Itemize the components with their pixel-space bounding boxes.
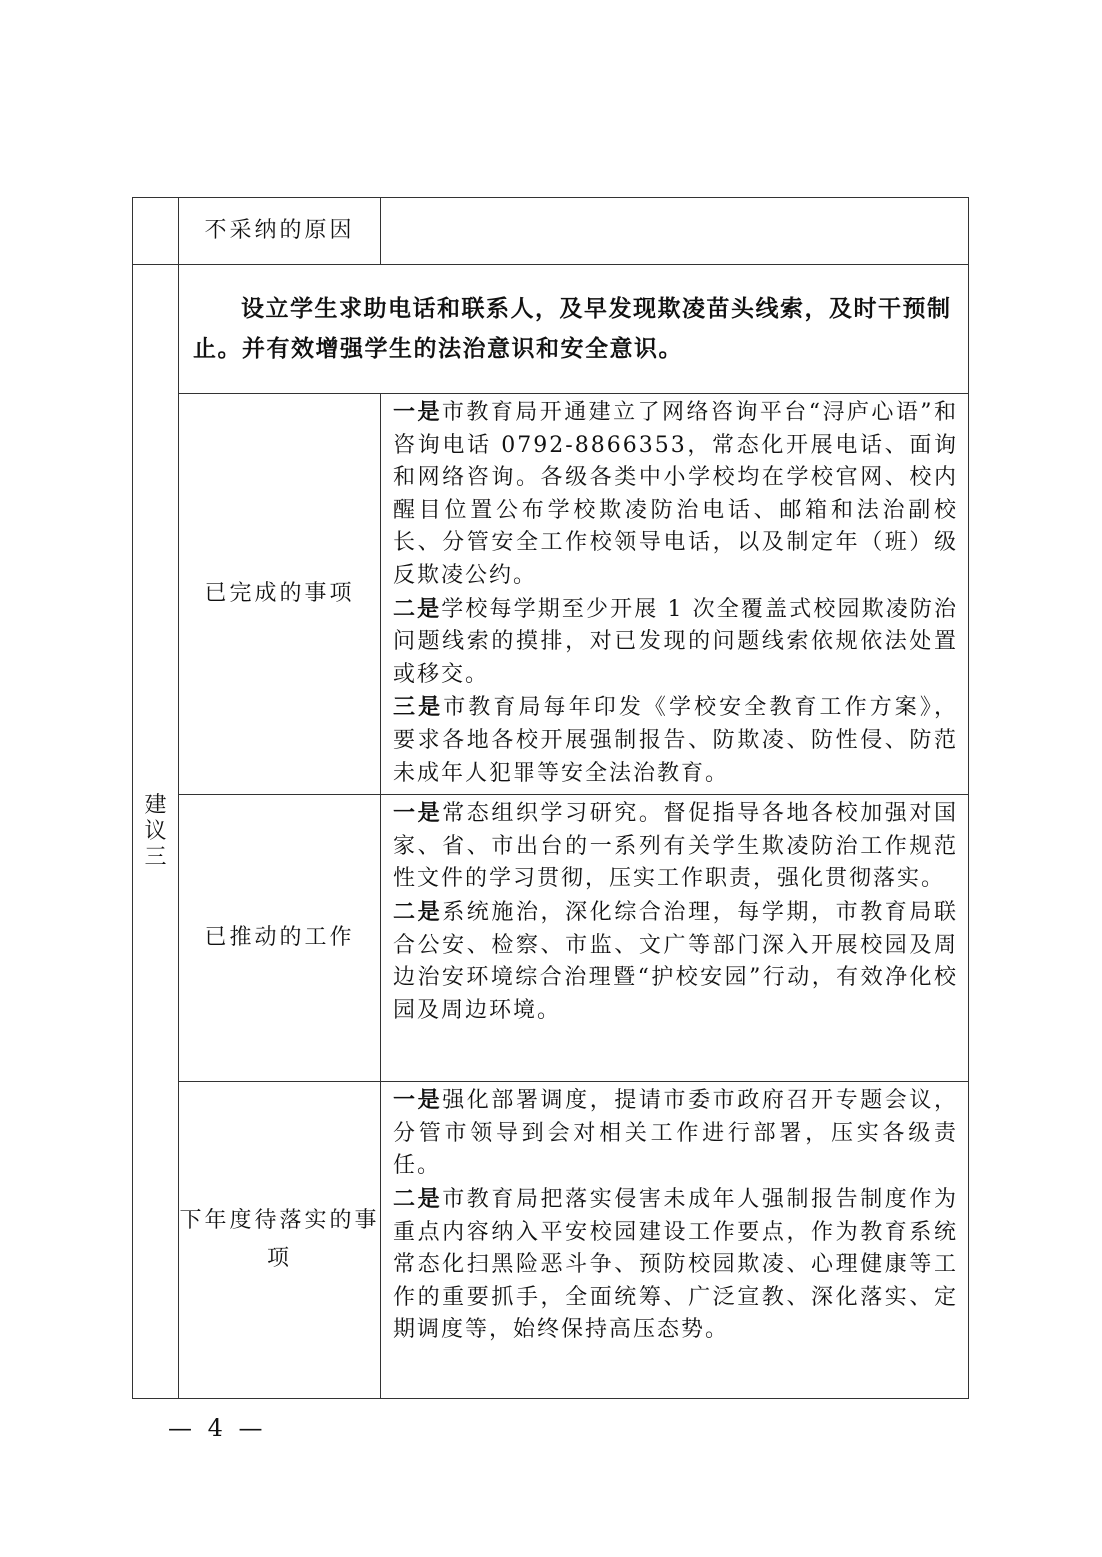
reason-row <box>133 198 969 265</box>
item-lead: 一是 <box>393 399 442 425</box>
item-text: 学校每学期至少开展 1 次全覆盖式校园欺凌防治问题线索的摸排，对已发现的问题线索依规依法处置或移交。 <box>393 596 958 687</box>
pushed-item <box>393 896 958 1027</box>
next-year-item <box>393 1084 958 1183</box>
done-item <box>393 691 958 790</box>
suggestion-label-char: 建 <box>144 792 167 818</box>
done-label: 已完成的事项 <box>179 394 381 795</box>
suggestion-table <box>132 197 969 1399</box>
suggestion-label-char: 议 <box>144 818 167 844</box>
done-item <box>393 396 958 593</box>
next-year-row <box>133 1082 969 1399</box>
pushed-content <box>381 795 969 1082</box>
suggestion-label-char: 三 <box>144 844 167 870</box>
item-text: 市教育局开通建立了网络咨询平台“浔庐心语”和咨询电话 0792-8866353，常态化开展电话、面询和网络咨询。各级各类中小学校均在学校官网、校内醒目位置公布学校欺凌防治电话、邮箱和法治副校长、分管安全工作校领导电话，以及制定年（班）级反欺凌公约。 <box>393 400 958 588</box>
item-text: 常态组织学习研究。督促指导各地各校加强对国家、省、市出台的一系列有关学生欺凌防治工作规范性文件的学习贯彻，压实工作职责，强化贯彻落实。 <box>393 801 958 892</box>
pushed-item <box>393 797 958 896</box>
item-text: 强化部署调度，提请市委市政府召开专题会议，分管市领导到会对相关工作进行部署，压实各级责任。 <box>393 1088 958 1179</box>
next-year-label: 下年度待落实的事项 <box>179 1082 381 1399</box>
suggestion-heading: 设立学生求助电话和联系人，及早发现欺凌苗头线索，及时干预制止。并有效增强学生的法治意识和安全意识。 <box>179 265 969 394</box>
item-lead: 二是 <box>393 898 443 925</box>
item-text: 市教育局每年印发《学校安全教育工作方案》，要求各地各校开展强制报告、防欺凌、防性侵、防范未成年人犯罪等安全法治教育。 <box>393 695 958 786</box>
item-lead: 一是 <box>393 800 443 827</box>
pushed-row <box>133 795 969 1082</box>
blank-cell <box>133 198 179 265</box>
suggestion-label <box>133 265 179 1399</box>
reason-value <box>381 198 969 265</box>
item-lead: 二是 <box>393 595 442 622</box>
page-number: — 4 — <box>168 1414 267 1442</box>
item-text: 市教育局把落实侵害未成年人强制报告制度作为重点内容纳入平安校园建设工作要点，作为教育系统常态化扫黑险恶斗争、预防校园欺凌、心理健康等工作的重要抓手，全面统筹、广泛宣教、深化落实、定期调度等，始终保持高压态势。 <box>393 1186 958 1343</box>
item-lead: 一是 <box>393 1087 443 1114</box>
pushed-label: 已推动的工作 <box>179 795 381 1082</box>
done-item <box>393 593 958 692</box>
next-year-content <box>381 1082 969 1399</box>
done-content <box>381 394 969 795</box>
done-row <box>133 394 969 795</box>
reason-label: 不采纳的原因 <box>179 198 381 265</box>
heading-row <box>133 265 969 394</box>
item-lead: 三是 <box>393 694 444 721</box>
next-year-item <box>393 1183 958 1347</box>
item-text: 系统施治，深化综合治理，每学期，市教育局联合公安、检察、市监、文广等部门深入开展校园及周边治安环境综合治理暨“护校安园”行动，有效净化校园及周边环境。 <box>393 899 958 1023</box>
item-lead: 二是 <box>393 1185 443 1212</box>
